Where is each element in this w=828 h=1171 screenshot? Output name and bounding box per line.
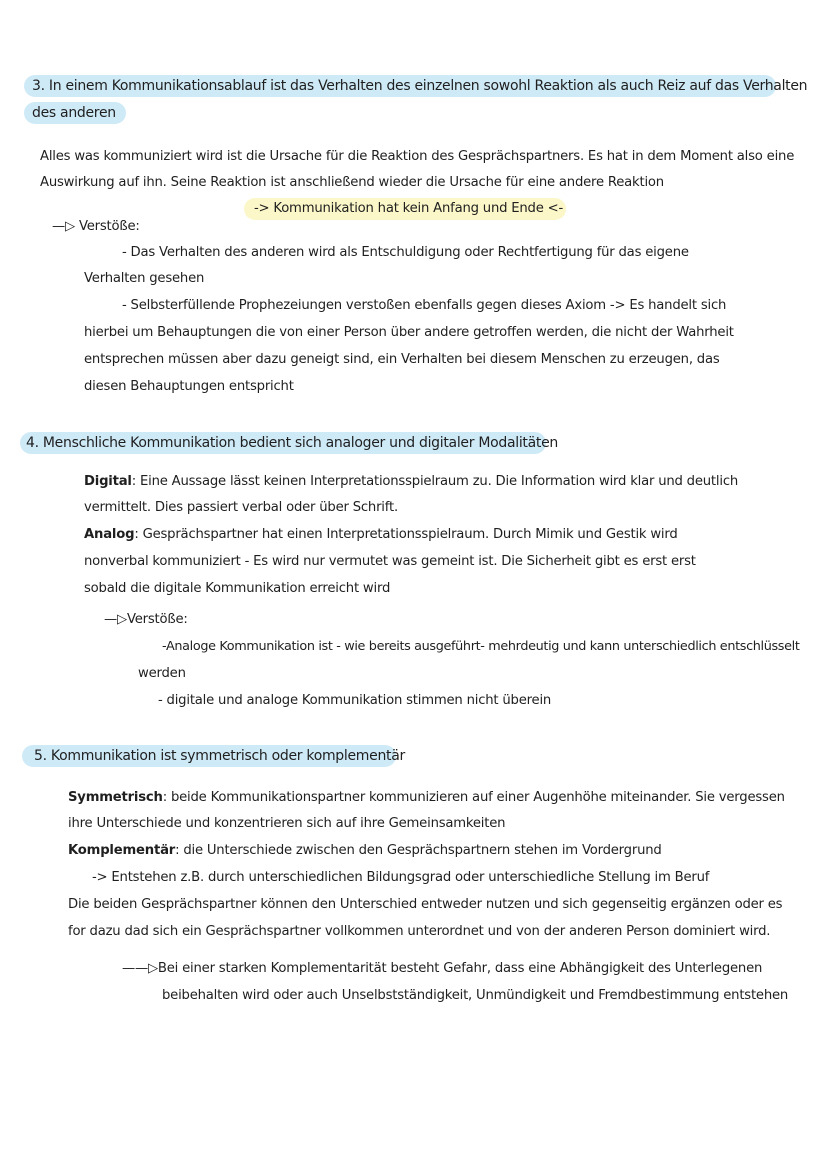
conclusion-line: beibehalten wird oder auch Unselbstständigkeit, Unmündigkeit und Fremdbestimmung entstehen xyxy=(162,988,789,1003)
digital-definition: Digital: Eine Aussage lässt keinen Interpretationsspielraum zu. Die Information wird klar und deutlich xyxy=(84,474,739,489)
symmetric-term: Symmetrisch xyxy=(68,790,163,805)
section3-heading-line1: 3. In einem Kommunikationsablauf ist das Verhalten des einzelnen sowohl Reaktion als auch Reiz auf das Verhalten xyxy=(32,78,808,94)
digital-term: Digital xyxy=(84,474,132,489)
section5-paragraph-line: Die beiden Gesprächspartner können den Unterschied entweder nutzen und sich gegenseitig ergänzen oder es xyxy=(68,897,783,912)
symmetric-definition: Symmetrisch: beide Kommunikationspartner kommunizieren auf einer Augenhöhe miteinander. Sie vergessen xyxy=(68,790,785,805)
complementary-term: Komplementär xyxy=(68,843,176,858)
violations-heading xyxy=(52,217,140,237)
analog-definition-line: nonverbal kommuniziert - Es wird nur vermutet was gemeint ist. Die Sicherheit gibt es erst erst xyxy=(84,554,696,569)
violations-heading xyxy=(104,610,188,630)
analog-term: Analog xyxy=(84,527,135,542)
section3-heading-line2: des anderen xyxy=(32,105,116,121)
violation-item: - digitale und analoge Kommunikation stimmen nicht überein xyxy=(158,693,552,708)
violation-item: - Selbsterfüllende Prophezeiungen verstoßen ebenfalls gegen dieses Axiom -> Es handelt sich xyxy=(122,298,727,313)
arrow-right-icon: —▷ xyxy=(104,612,127,627)
section3-paragraph-line: Auswirkung auf ihn. Seine Reaktion ist anschließend wieder die Ursache für eine andere Reaktion xyxy=(40,175,664,190)
complementary-example: -> Entstehen z.B. durch unterschiedlichen Bildungsgrad oder unterschiedliche Stellung im Beruf xyxy=(92,870,710,885)
analog-definition-line: sobald die digitale Kommunikation erreicht wird xyxy=(84,581,391,596)
key-statement: -> Kommunikation hat kein Anfang und Ende <- xyxy=(254,201,564,216)
violation-item: -Analoge Kommunikation ist - wie bereits ausgeführt- mehrdeutig und kann unterschiedlich entschlüsselt xyxy=(162,639,800,654)
analog-definition: Analog: Gesprächspartner hat einen Interpretationsspielraum. Durch Mimik und Gestik wird xyxy=(84,527,678,542)
digital-definition-line: vermittelt. Dies passiert verbal oder über Schrift. xyxy=(84,500,398,515)
section5-paragraph-line: for dazu dad sich ein Gesprächspartner vollkommen unterordnet und von der anderen Person dominiert wird. xyxy=(68,924,771,939)
violations-label: Verstöße: xyxy=(78,219,140,234)
violation-item: - Das Verhalten des anderen wird als Entschuldigung oder Rechtfertigung für das eigene xyxy=(122,245,689,260)
complementary-definition: Komplementär: die Unterschiede zwischen den Gesprächspartnern stehen im Vordergrund xyxy=(68,843,662,858)
symmetric-definition-line: ihre Unterschiede und konzentrieren sich auf ihre Gemeinsamkeiten xyxy=(68,816,506,831)
violation-item: werden xyxy=(138,666,186,681)
violations-label: Verstöße: xyxy=(126,612,188,627)
arrow-right-icon: —▷ xyxy=(52,219,75,234)
conclusion-line: ——▷Bei einer starken Komplementarität besteht Gefahr, dass eine Abhängigkeit des Unterlegenen xyxy=(122,959,762,979)
section5-heading: 5. Kommunikation ist symmetrisch oder komplementär xyxy=(34,748,405,764)
violation-item: diesen Behauptungen entspricht xyxy=(84,379,294,394)
section3-paragraph-line: Alles was kommuniziert wird ist die Ursache für die Reaktion des Gesprächspartners. Es hat in dem Moment also eine xyxy=(40,149,795,164)
violation-item: Verhalten gesehen xyxy=(84,271,205,286)
arrow-right-icon: ——▷ xyxy=(122,961,158,976)
section4-heading: 4. Menschliche Kommunikation bedient sich analoger und digitaler Modalitäten xyxy=(26,435,558,451)
violation-item: entsprechen müssen aber dazu geneigt sind, ein Verhalten bei diesem Menschen zu erzeugen, das xyxy=(84,352,720,367)
violation-item: hierbei um Behauptungen die von einer Person über andere getroffen werden, die nicht der Wahrheit xyxy=(84,325,734,340)
